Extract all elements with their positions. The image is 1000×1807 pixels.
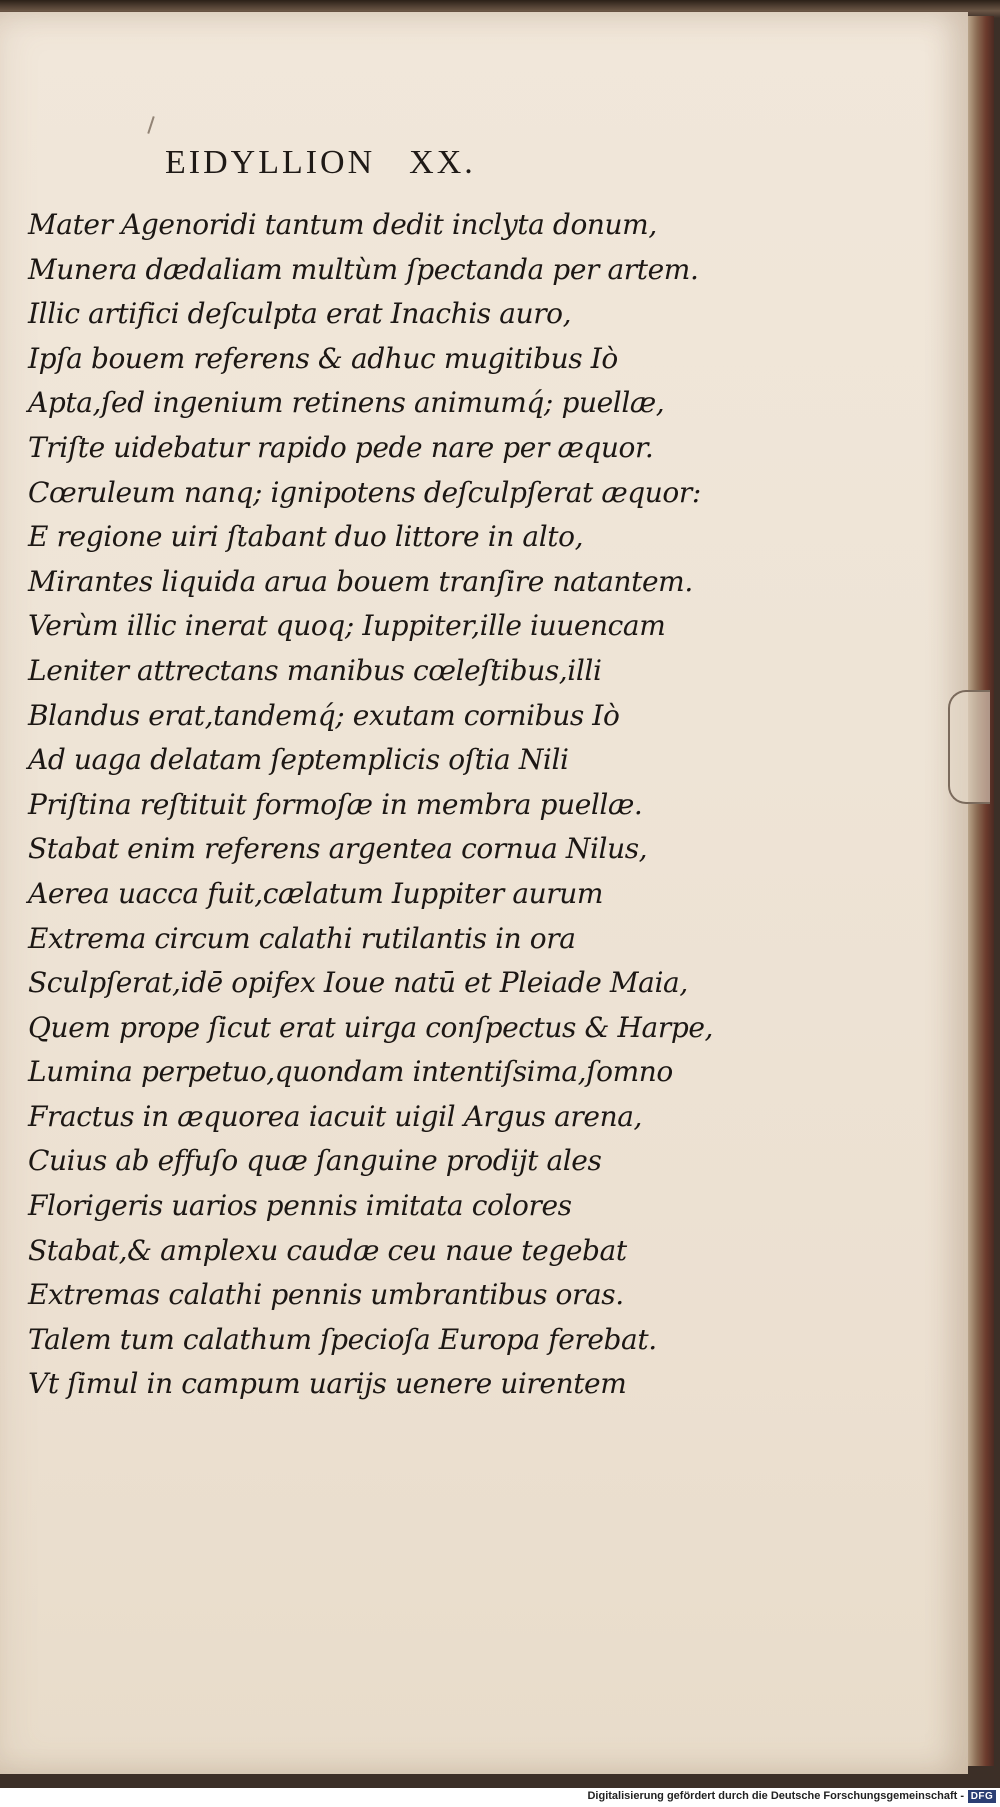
verse-line: Ipſa bouem referens & adhuc mugitibus Iò (28, 341, 618, 375)
verse-line: Cœruleum nanq; ignipotens deſculpſerat æquor: (28, 475, 701, 509)
verse-line: Illic artifici deſculpta erat Inachis auro, (28, 297, 572, 331)
running-head-title: EIDYLLION (165, 144, 376, 181)
running-head-number: XX. (409, 144, 476, 181)
verse-line: Quem prope ſicut erat uirga conſpectus & Harpe, (28, 1010, 714, 1044)
verse-line: E regione uiri ſtabant duo littore in alto, (28, 520, 584, 554)
verse-line: Verùm illic inerat quoq; Iuppiter,ille iuuencam (28, 609, 666, 643)
verse-line: Ad uaga delatam ſeptemplicis oſtia Nili (28, 743, 569, 777)
book-page (0, 12, 968, 1774)
verse-line: Sculpſerat,idē opifex Ioue natū et Pleiade Maia, (28, 966, 688, 1000)
running-head (165, 144, 476, 182)
verse-line: Fractus in æquorea iacuit uigil Argus arena, (28, 1099, 643, 1133)
fore-edge-tab (948, 690, 990, 804)
pen-mark (147, 116, 154, 134)
verse-line: Apta,ſed ingenium retinens animumq́; puellæ, (28, 386, 665, 420)
verse-line: Stabat,& amplexu caudæ ceu naue tegebat (28, 1233, 627, 1267)
verse-line: Extremas calathi pennis umbrantibus oras. (28, 1278, 624, 1312)
verse-line: Munera dædaliam multùm ſpectanda per artem. (28, 252, 699, 286)
digitization-footer (0, 1788, 1000, 1807)
verse-line: Leniter attrectans manibus cœleſtibus,illi (28, 653, 602, 687)
verse-line: Mirantes liquida arua bouem tranſire natantem. (28, 564, 693, 598)
verse-line: Cuius ab effuſo quæ ſanguine prodijt ales (28, 1144, 602, 1178)
verse-line: Priſtina reſtituit formoſæ in membra puellæ. (28, 787, 643, 821)
verse-line: Blandus erat,tandemq́; exutam cornibus Iò (28, 698, 620, 732)
verse-line: Lumina perpetuo,quondam intentiſsima,ſomno (28, 1055, 673, 1089)
verse-line: Extrema circum calathi rutilantis in ora (28, 921, 576, 955)
verse-line: Florigeris uarios pennis imitata colores (28, 1189, 572, 1223)
verse-text-block (28, 203, 748, 1407)
verse-line: Mater Agenoridi tantum dedit inclyta donum, (28, 208, 657, 241)
funding-credit: Digitalisierung gefördert durch die Deutsche Forschungsgemeinschaft - (587, 1790, 964, 1802)
verse-line: Talem tum calathum ſpecioſa Europa ferebat. (28, 1322, 657, 1356)
verse-line: Aerea uacca fuit,cælatum Iuppiter aurum (28, 876, 604, 910)
binding-edge (968, 16, 994, 1766)
verse-line: Vt ſimul in campum uarijs uenere uirentem (28, 1367, 627, 1401)
verse-line: Triſte uidebatur rapido pede nare per æquor. (28, 430, 654, 464)
verse-line: Stabat enim referens argentea cornua Nilus, (28, 832, 648, 866)
dfg-logo-icon: DFG (968, 1790, 996, 1803)
